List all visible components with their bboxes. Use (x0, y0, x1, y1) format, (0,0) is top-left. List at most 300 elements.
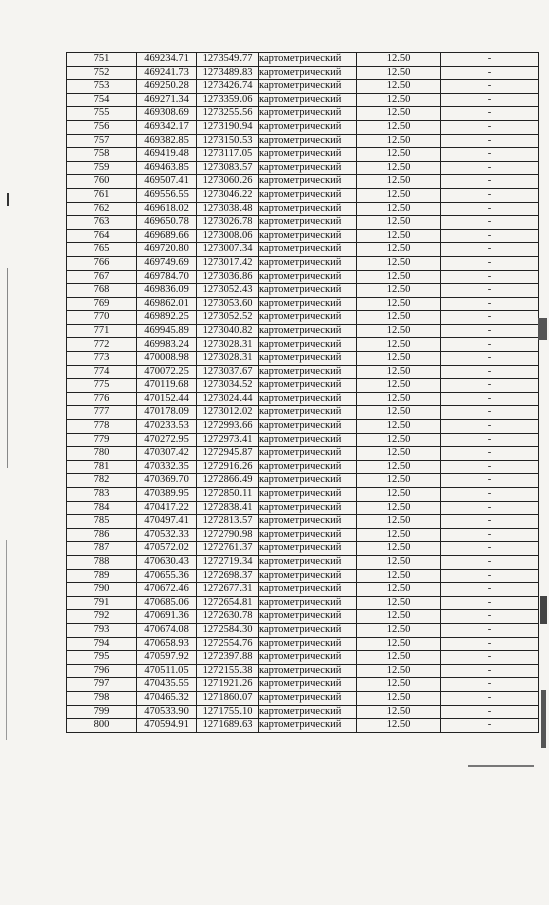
point-number-cell: 772 (67, 338, 137, 352)
point-number-cell: 761 (67, 188, 137, 202)
table-row (67, 134, 539, 148)
description-cell: - (441, 664, 539, 678)
description-cell: - (441, 66, 539, 80)
accuracy-cell: 12.50 (357, 664, 441, 678)
x-coordinate-cell: 470511.05 (137, 664, 197, 678)
accuracy-cell: 12.50 (357, 719, 441, 733)
y-coordinate-cell: 1272813.57 (197, 515, 259, 529)
point-number-cell: 768 (67, 284, 137, 298)
y-coordinate-cell: 1272677.31 (197, 583, 259, 597)
accuracy-cell: 12.50 (357, 188, 441, 202)
description-cell: - (441, 175, 539, 189)
description-cell: - (441, 406, 539, 420)
accuracy-cell: 12.50 (357, 528, 441, 542)
method-cell: картометрический (259, 392, 357, 406)
accuracy-cell: 12.50 (357, 216, 441, 230)
accuracy-cell: 12.50 (357, 433, 441, 447)
description-cell: - (441, 324, 539, 338)
point-number-cell: 783 (67, 488, 137, 502)
scan-edge-mark (7, 268, 8, 468)
point-number-cell: 765 (67, 243, 137, 257)
y-coordinate-cell: 1273052.43 (197, 284, 259, 298)
y-coordinate-cell: 1273007.34 (197, 243, 259, 257)
x-coordinate-cell: 470658.93 (137, 637, 197, 651)
description-cell: - (441, 270, 539, 284)
x-coordinate-cell: 469892.25 (137, 311, 197, 325)
table-row (67, 175, 539, 189)
method-cell: картометрический (259, 691, 357, 705)
accuracy-cell: 12.50 (357, 392, 441, 406)
y-coordinate-cell: 1272838.41 (197, 501, 259, 515)
point-number-cell: 784 (67, 501, 137, 515)
point-number-cell: 753 (67, 80, 137, 94)
x-coordinate-cell: 469271.34 (137, 93, 197, 107)
method-cell: картометрический (259, 80, 357, 94)
accuracy-cell: 12.50 (357, 637, 441, 651)
description-cell: - (441, 148, 539, 162)
description-cell: - (441, 488, 539, 502)
table-row (67, 420, 539, 434)
method-cell: картометрический (259, 270, 357, 284)
y-coordinate-cell: 1273060.26 (197, 175, 259, 189)
table-row (67, 583, 539, 597)
x-coordinate-cell: 470152.44 (137, 392, 197, 406)
x-coordinate-cell: 470685.06 (137, 596, 197, 610)
y-coordinate-cell: 1273052.52 (197, 311, 259, 325)
description-cell: - (441, 474, 539, 488)
description-cell: - (441, 433, 539, 447)
method-cell: картометрический (259, 120, 357, 134)
y-coordinate-cell: 1271689.63 (197, 719, 259, 733)
table-row (67, 406, 539, 420)
x-coordinate-cell: 470597.92 (137, 651, 197, 665)
x-coordinate-cell: 470533.90 (137, 705, 197, 719)
x-coordinate-cell: 470072.25 (137, 365, 197, 379)
method-cell: картометрический (259, 515, 357, 529)
accuracy-cell: 12.50 (357, 474, 441, 488)
table-row (67, 488, 539, 502)
accuracy-cell: 12.50 (357, 284, 441, 298)
description-cell: - (441, 691, 539, 705)
point-number-cell: 769 (67, 297, 137, 311)
method-cell: картометрический (259, 460, 357, 474)
description-cell: - (441, 447, 539, 461)
method-cell: картометрический (259, 569, 357, 583)
accuracy-cell: 12.50 (357, 596, 441, 610)
table-row (67, 515, 539, 529)
x-coordinate-cell: 469463.85 (137, 161, 197, 175)
y-coordinate-cell: 1272719.34 (197, 555, 259, 569)
method-cell: картометрический (259, 338, 357, 352)
x-coordinate-cell: 469689.66 (137, 229, 197, 243)
x-coordinate-cell: 469836.09 (137, 284, 197, 298)
point-number-cell: 755 (67, 107, 137, 121)
accuracy-cell: 12.50 (357, 161, 441, 175)
point-number-cell: 794 (67, 637, 137, 651)
y-coordinate-cell: 1273012.02 (197, 406, 259, 420)
point-number-cell: 770 (67, 311, 137, 325)
table-row (67, 542, 539, 556)
description-cell: - (441, 555, 539, 569)
y-coordinate-cell: 1272916.26 (197, 460, 259, 474)
point-number-cell: 791 (67, 596, 137, 610)
method-cell: картометрический (259, 528, 357, 542)
point-number-cell: 780 (67, 447, 137, 461)
accuracy-cell: 12.50 (357, 583, 441, 597)
accuracy-cell: 12.50 (357, 107, 441, 121)
method-cell: картометрический (259, 406, 357, 420)
description-cell: - (441, 623, 539, 637)
table-row (67, 148, 539, 162)
table-row (67, 256, 539, 270)
table-row (67, 651, 539, 665)
x-coordinate-cell: 469308.69 (137, 107, 197, 121)
point-number-cell: 788 (67, 555, 137, 569)
point-number-cell: 776 (67, 392, 137, 406)
description-cell: - (441, 216, 539, 230)
x-coordinate-cell: 470233.53 (137, 420, 197, 434)
point-number-cell: 773 (67, 352, 137, 366)
x-coordinate-cell: 470417.22 (137, 501, 197, 515)
description-cell: - (441, 596, 539, 610)
table-row (67, 447, 539, 461)
x-coordinate-cell: 469234.71 (137, 53, 197, 67)
method-cell: картометрический (259, 542, 357, 556)
method-cell: картометрический (259, 719, 357, 733)
point-number-cell: 766 (67, 256, 137, 270)
accuracy-cell: 12.50 (357, 447, 441, 461)
y-coordinate-cell: 1271921.26 (197, 678, 259, 692)
y-coordinate-cell: 1273489.83 (197, 66, 259, 80)
description-cell: - (441, 569, 539, 583)
scan-edge-mark (541, 690, 546, 748)
method-cell: картометрический (259, 379, 357, 393)
y-coordinate-cell: 1273008.06 (197, 229, 259, 243)
x-coordinate-cell: 469382.85 (137, 134, 197, 148)
x-coordinate-cell: 470178.09 (137, 406, 197, 420)
table-row (67, 284, 539, 298)
y-coordinate-cell: 1272945.87 (197, 447, 259, 461)
y-coordinate-cell: 1272993.66 (197, 420, 259, 434)
accuracy-cell: 12.50 (357, 175, 441, 189)
accuracy-cell: 12.50 (357, 93, 441, 107)
table-row (67, 311, 539, 325)
method-cell: картометрический (259, 488, 357, 502)
accuracy-cell: 12.50 (357, 678, 441, 692)
method-cell: картометрический (259, 216, 357, 230)
description-cell: - (441, 515, 539, 529)
point-number-cell: 793 (67, 623, 137, 637)
y-coordinate-cell: 1273046.22 (197, 188, 259, 202)
accuracy-cell: 12.50 (357, 297, 441, 311)
accuracy-cell: 12.50 (357, 352, 441, 366)
y-coordinate-cell: 1272790.98 (197, 528, 259, 542)
accuracy-cell: 12.50 (357, 515, 441, 529)
accuracy-cell: 12.50 (357, 66, 441, 80)
method-cell: картометрический (259, 93, 357, 107)
accuracy-cell: 12.50 (357, 270, 441, 284)
method-cell: картометрический (259, 705, 357, 719)
accuracy-cell: 12.50 (357, 406, 441, 420)
table-row (67, 352, 539, 366)
method-cell: картометрический (259, 555, 357, 569)
accuracy-cell: 12.50 (357, 80, 441, 94)
y-coordinate-cell: 1273026.78 (197, 216, 259, 230)
x-coordinate-cell: 470674.08 (137, 623, 197, 637)
table-row (67, 501, 539, 515)
table-row (67, 719, 539, 733)
accuracy-cell: 12.50 (357, 705, 441, 719)
x-coordinate-cell: 469507.41 (137, 175, 197, 189)
y-coordinate-cell: 1273040.82 (197, 324, 259, 338)
x-coordinate-cell: 469720.80 (137, 243, 197, 257)
method-cell: картометрический (259, 107, 357, 121)
accuracy-cell: 12.50 (357, 311, 441, 325)
x-coordinate-cell: 469784.70 (137, 270, 197, 284)
y-coordinate-cell: 1273034.52 (197, 379, 259, 393)
table-row (67, 66, 539, 80)
accuracy-cell: 12.50 (357, 651, 441, 665)
x-coordinate-cell: 470008.98 (137, 352, 197, 366)
method-cell: картометрический (259, 447, 357, 461)
description-cell: - (441, 338, 539, 352)
method-cell: картометрический (259, 583, 357, 597)
table-row (67, 433, 539, 447)
point-number-cell: 759 (67, 161, 137, 175)
method-cell: картометрический (259, 433, 357, 447)
description-cell: - (441, 93, 539, 107)
x-coordinate-cell: 470691.36 (137, 610, 197, 624)
y-coordinate-cell: 1273426.74 (197, 80, 259, 94)
description-cell: - (441, 53, 539, 67)
method-cell: картометрический (259, 134, 357, 148)
x-coordinate-cell: 470332.35 (137, 460, 197, 474)
method-cell: картометрический (259, 365, 357, 379)
accuracy-cell: 12.50 (357, 623, 441, 637)
point-number-cell: 775 (67, 379, 137, 393)
description-cell: - (441, 80, 539, 94)
description-cell: - (441, 542, 539, 556)
description-cell: - (441, 420, 539, 434)
accuracy-cell: 12.50 (357, 148, 441, 162)
point-number-cell: 756 (67, 120, 137, 134)
y-coordinate-cell: 1273190.94 (197, 120, 259, 134)
y-coordinate-cell: 1271755.10 (197, 705, 259, 719)
y-coordinate-cell: 1273017.42 (197, 256, 259, 270)
description-cell: - (441, 719, 539, 733)
method-cell: картометрический (259, 53, 357, 67)
y-coordinate-cell: 1273083.57 (197, 161, 259, 175)
accuracy-cell: 12.50 (357, 229, 441, 243)
table-row (67, 637, 539, 651)
y-coordinate-cell: 1273024.44 (197, 392, 259, 406)
table-row (67, 705, 539, 719)
table-row (67, 80, 539, 94)
accuracy-cell: 12.50 (357, 134, 441, 148)
x-coordinate-cell: 470572.02 (137, 542, 197, 556)
accuracy-cell: 12.50 (357, 53, 441, 67)
table-row (67, 229, 539, 243)
y-coordinate-cell: 1273028.31 (197, 338, 259, 352)
table-row (67, 216, 539, 230)
table-row (67, 324, 539, 338)
table-row (67, 528, 539, 542)
y-coordinate-cell: 1272698.37 (197, 569, 259, 583)
table-row (67, 338, 539, 352)
point-number-cell: 777 (67, 406, 137, 420)
point-number-cell: 799 (67, 705, 137, 719)
table-row (67, 53, 539, 67)
y-coordinate-cell: 1273150.53 (197, 134, 259, 148)
accuracy-cell: 12.50 (357, 610, 441, 624)
description-cell: - (441, 229, 539, 243)
x-coordinate-cell: 470307.42 (137, 447, 197, 461)
scan-edge-mark (540, 596, 547, 624)
method-cell: картометрический (259, 256, 357, 270)
method-cell: картометрический (259, 623, 357, 637)
table-row (67, 623, 539, 637)
x-coordinate-cell: 470672.46 (137, 583, 197, 597)
y-coordinate-cell: 1272973.41 (197, 433, 259, 447)
method-cell: картометрический (259, 243, 357, 257)
coordinates-table (66, 52, 539, 733)
x-coordinate-cell: 470119.68 (137, 379, 197, 393)
y-coordinate-cell: 1273359.06 (197, 93, 259, 107)
table-row (67, 270, 539, 284)
point-number-cell: 785 (67, 515, 137, 529)
description-cell: - (441, 705, 539, 719)
x-coordinate-cell: 469749.69 (137, 256, 197, 270)
point-number-cell: 790 (67, 583, 137, 597)
description-cell: - (441, 379, 539, 393)
point-number-cell: 764 (67, 229, 137, 243)
point-number-cell: 751 (67, 53, 137, 67)
point-number-cell: 762 (67, 202, 137, 216)
point-number-cell: 758 (67, 148, 137, 162)
point-number-cell: 789 (67, 569, 137, 583)
x-coordinate-cell: 469556.55 (137, 188, 197, 202)
table-row (67, 392, 539, 406)
accuracy-cell: 12.50 (357, 420, 441, 434)
description-cell: - (441, 297, 539, 311)
accuracy-cell: 12.50 (357, 202, 441, 216)
accuracy-cell: 12.50 (357, 488, 441, 502)
method-cell: картометрический (259, 501, 357, 515)
y-coordinate-cell: 1272866.49 (197, 474, 259, 488)
table-row (67, 379, 539, 393)
method-cell: картометрический (259, 311, 357, 325)
method-cell: картометрический (259, 66, 357, 80)
description-cell: - (441, 365, 539, 379)
description-cell: - (441, 202, 539, 216)
method-cell: картометрический (259, 202, 357, 216)
y-coordinate-cell: 1273038.48 (197, 202, 259, 216)
table-row (67, 161, 539, 175)
description-cell: - (441, 107, 539, 121)
x-coordinate-cell: 470465.32 (137, 691, 197, 705)
point-number-cell: 782 (67, 474, 137, 488)
method-cell: картометрический (259, 284, 357, 298)
table-row (67, 460, 539, 474)
point-number-cell: 757 (67, 134, 137, 148)
x-coordinate-cell: 470272.95 (137, 433, 197, 447)
y-coordinate-cell: 1273053.60 (197, 297, 259, 311)
table-row (67, 365, 539, 379)
y-coordinate-cell: 1273549.77 (197, 53, 259, 67)
accuracy-cell: 12.50 (357, 243, 441, 257)
point-number-cell: 752 (67, 66, 137, 80)
y-coordinate-cell: 1273255.56 (197, 107, 259, 121)
accuracy-cell: 12.50 (357, 501, 441, 515)
y-coordinate-cell: 1272397.88 (197, 651, 259, 665)
y-coordinate-cell: 1272630.78 (197, 610, 259, 624)
accuracy-cell: 12.50 (357, 324, 441, 338)
point-number-cell: 774 (67, 365, 137, 379)
y-coordinate-cell: 1273036.86 (197, 270, 259, 284)
x-coordinate-cell: 470497.41 (137, 515, 197, 529)
description-cell: - (441, 651, 539, 665)
table-body (67, 53, 539, 733)
description-cell: - (441, 583, 539, 597)
description-cell: - (441, 188, 539, 202)
method-cell: картометрический (259, 678, 357, 692)
point-number-cell: 763 (67, 216, 137, 230)
point-number-cell: 795 (67, 651, 137, 665)
table-row (67, 107, 539, 121)
y-coordinate-cell: 1272654.81 (197, 596, 259, 610)
x-coordinate-cell: 469983.24 (137, 338, 197, 352)
point-number-cell: 798 (67, 691, 137, 705)
x-coordinate-cell: 469862.01 (137, 297, 197, 311)
method-cell: картометрический (259, 297, 357, 311)
method-cell: картометрический (259, 596, 357, 610)
point-number-cell: 771 (67, 324, 137, 338)
accuracy-cell: 12.50 (357, 365, 441, 379)
method-cell: картометрический (259, 188, 357, 202)
table-row (67, 202, 539, 216)
description-cell: - (441, 460, 539, 474)
point-number-cell: 787 (67, 542, 137, 556)
description-cell: - (441, 610, 539, 624)
y-coordinate-cell: 1272554.76 (197, 637, 259, 651)
description-cell: - (441, 678, 539, 692)
description-cell: - (441, 134, 539, 148)
accuracy-cell: 12.50 (357, 379, 441, 393)
description-cell: - (441, 311, 539, 325)
method-cell: картометрический (259, 148, 357, 162)
description-cell: - (441, 284, 539, 298)
point-number-cell: 786 (67, 528, 137, 542)
scan-edge-mark (538, 318, 547, 340)
y-coordinate-cell: 1273028.31 (197, 352, 259, 366)
y-coordinate-cell: 1273117.05 (197, 148, 259, 162)
accuracy-cell: 12.50 (357, 691, 441, 705)
method-cell: картометрический (259, 352, 357, 366)
point-number-cell: 797 (67, 678, 137, 692)
x-coordinate-cell: 470594.91 (137, 719, 197, 733)
table-row (67, 569, 539, 583)
point-number-cell: 767 (67, 270, 137, 284)
description-cell: - (441, 392, 539, 406)
y-coordinate-cell: 1272155.38 (197, 664, 259, 678)
x-coordinate-cell: 470389.95 (137, 488, 197, 502)
x-coordinate-cell: 470369.70 (137, 474, 197, 488)
point-number-cell: 800 (67, 719, 137, 733)
table-row (67, 93, 539, 107)
table-row (67, 243, 539, 257)
x-coordinate-cell: 469342.17 (137, 120, 197, 134)
x-coordinate-cell: 470532.33 (137, 528, 197, 542)
